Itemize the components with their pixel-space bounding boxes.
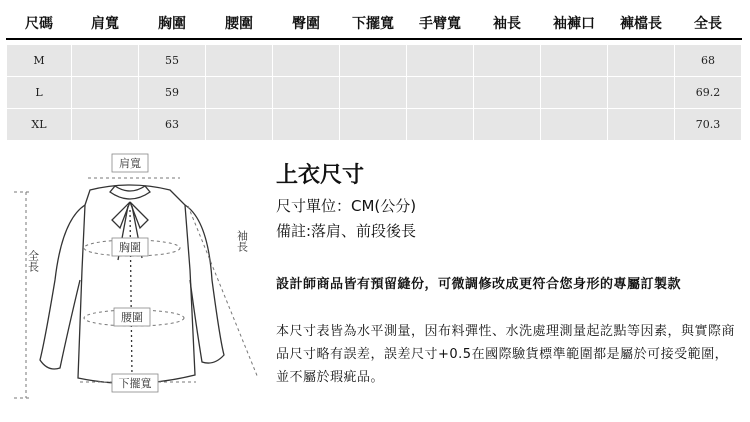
waist-label: 腰圍: [121, 311, 143, 324]
table-cell: [474, 45, 541, 77]
table-cell: [72, 45, 139, 77]
header-arm: 手臂寬: [407, 7, 474, 40]
header-cuff: 袖褲口: [541, 7, 608, 40]
table-cell: [541, 45, 608, 77]
table-cell: 70.3: [675, 109, 742, 141]
tailoring-note: 設計師商品皆有預留縫份，可微調修改成更符合您身形的專屬訂製款: [276, 277, 682, 292]
note-text: 備註:落肩、前段後長: [276, 222, 417, 240]
header-sleeve: 袖長: [474, 7, 541, 40]
chest-label: 胸圍: [119, 241, 141, 254]
table-cell: [340, 45, 407, 77]
header-hem: 下擺寬: [340, 7, 407, 40]
table-cell: 59: [139, 77, 206, 109]
table-cell: [273, 45, 340, 77]
section-title: 上衣尺寸: [276, 163, 365, 188]
table-row: [7, 45, 742, 77]
table-cell: [72, 109, 139, 141]
table-cell: [474, 109, 541, 141]
table-cell: [340, 109, 407, 141]
header-hip: 臀圍: [273, 7, 340, 40]
table-cell: [474, 77, 541, 109]
table-cell: 55: [139, 45, 206, 77]
table-cell: 63: [139, 109, 206, 141]
sleeve-label: 袖長: [235, 230, 249, 252]
hem-label: 下擺寬: [118, 377, 152, 390]
header-length: 全長: [675, 7, 742, 40]
unit-text: 尺寸單位：CM(公分): [276, 197, 417, 215]
table-cell: [206, 109, 273, 141]
table-row: [7, 77, 742, 109]
table-header-row: [7, 7, 742, 40]
table-cell: [340, 77, 407, 109]
table-cell: [72, 77, 139, 109]
garment-diagram: [0, 150, 275, 410]
shoulder-label: 肩寬: [119, 157, 141, 170]
header-rise: 褲檔長: [608, 7, 675, 40]
table-cell: [206, 77, 273, 109]
table-cell: [608, 77, 675, 109]
table-row: [7, 109, 742, 141]
table-cell: [407, 77, 474, 109]
table-cell: 68: [675, 45, 742, 77]
header-size: 尺碼: [7, 7, 72, 40]
table-cell: XL: [7, 109, 72, 141]
blouse-sketch: [0, 150, 275, 410]
table-cell: [541, 109, 608, 141]
table-cell: M: [7, 45, 72, 77]
table-cell: [273, 109, 340, 141]
blouse-outline: [40, 185, 224, 383]
length-label: 全長: [26, 250, 40, 272]
table-cell: [407, 45, 474, 77]
header-chest: 胸圍: [139, 7, 206, 40]
table-cell: 69.2: [675, 77, 742, 109]
header-waist: 腰圍: [206, 7, 273, 40]
table-cell: [407, 109, 474, 141]
header-shoulder: 肩寬: [72, 7, 139, 40]
table-cell: [541, 77, 608, 109]
measurement-disclaimer: 本尺寸表皆為水平測量，因布料彈性、水洗處理測量起訖點等因素，與實際商品尺寸略有誤差，誤差尺寸+0.5在國際驗貨標準範圍都是屬於可接受範圍，並不屬於瑕疵品。: [276, 324, 736, 385]
table-cell: [608, 45, 675, 77]
measure-lines: [14, 178, 258, 398]
size-table: [6, 6, 742, 141]
table-cell: [273, 77, 340, 109]
table-cell: [206, 45, 273, 77]
table-cell: L: [7, 77, 72, 109]
table-cell: [608, 109, 675, 141]
